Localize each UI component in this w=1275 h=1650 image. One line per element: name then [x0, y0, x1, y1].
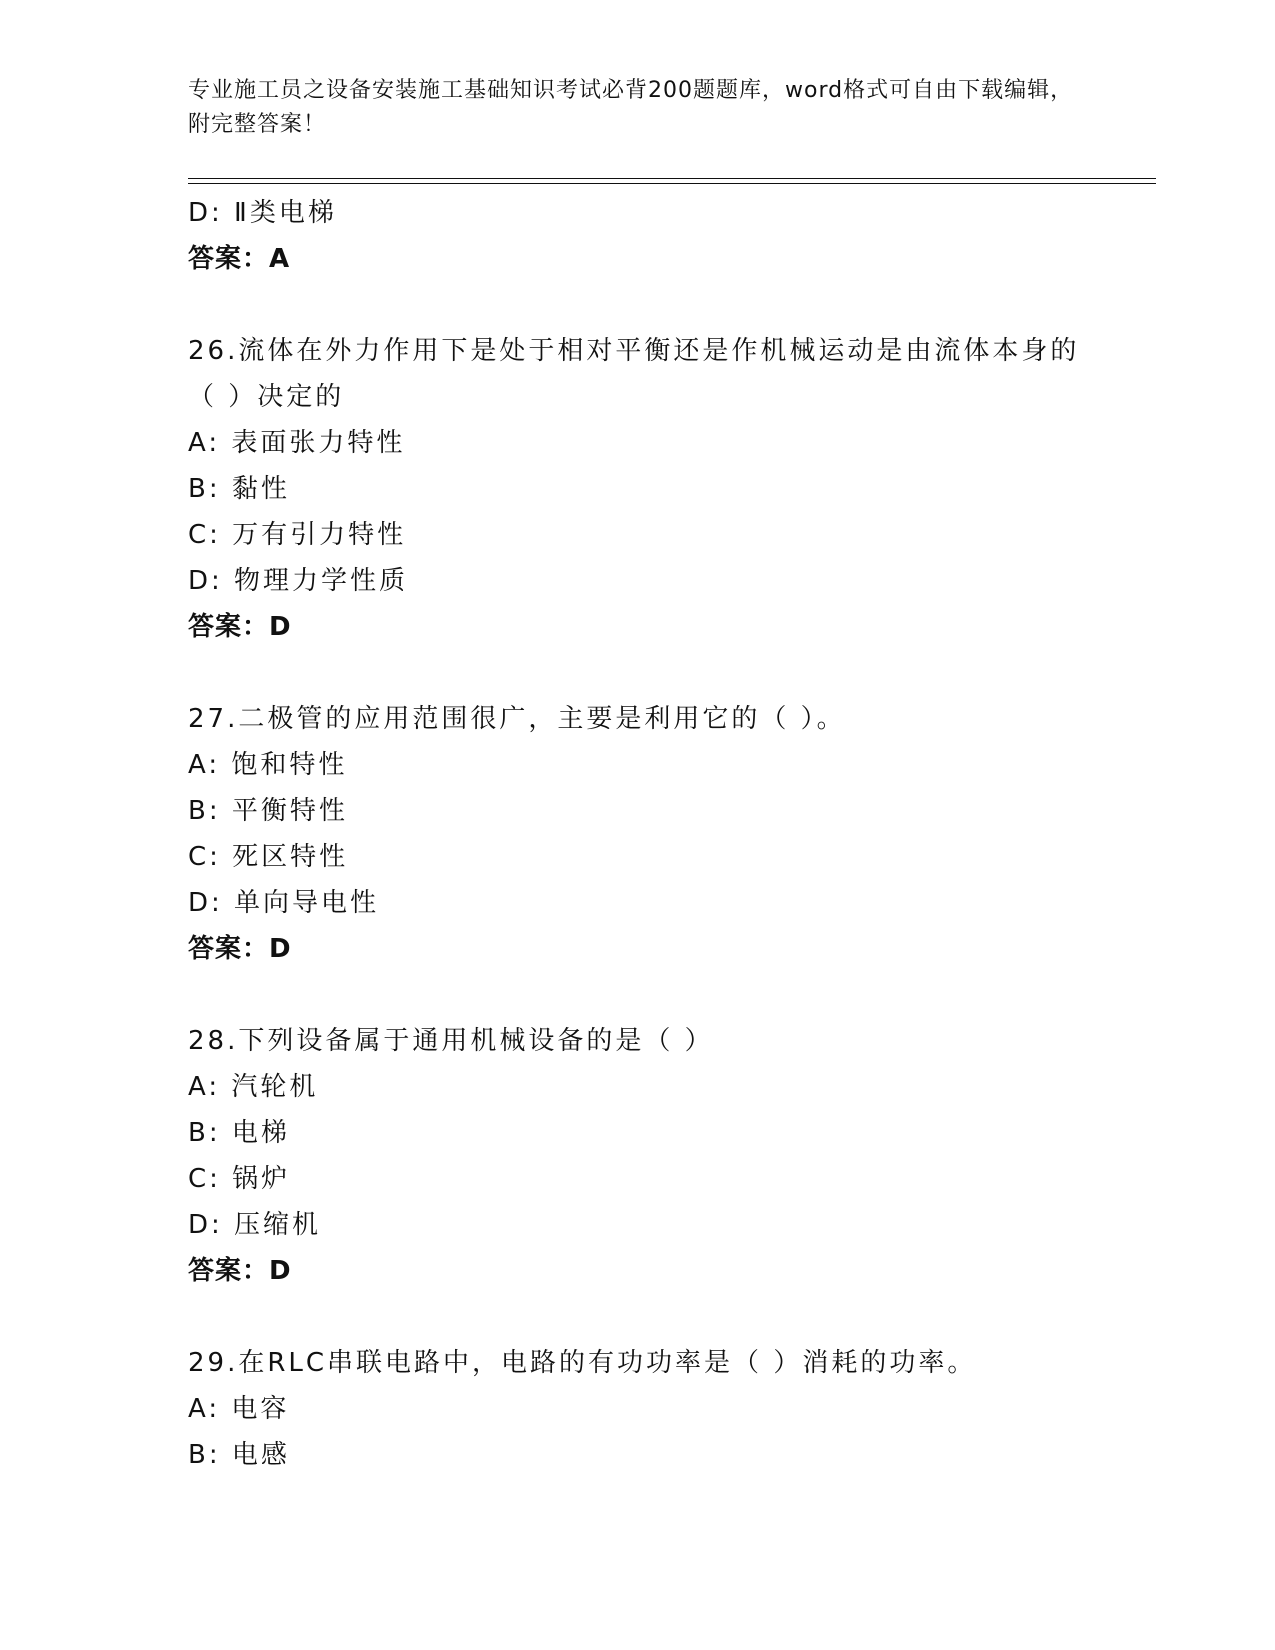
- spacer: [188, 282, 1156, 328]
- option-d: D: 单向导电性: [188, 888, 380, 918]
- option-d: D: 压缩机: [188, 1210, 322, 1240]
- option-d: D: Ⅱ类电梯: [188, 198, 337, 228]
- question-26: [188, 328, 1156, 650]
- option-b: B: 电感: [188, 1440, 290, 1470]
- document-title: 专业施工员之设备安装施工基础知识考试必背200题题库，word格式可自由下载编辑，附完整答案！: [188, 78, 1074, 137]
- answer-line: 答案：D: [188, 1256, 292, 1286]
- option-b: B: 平衡特性: [188, 796, 348, 826]
- question-text: 29.在RLC串联电路中，电路的有功功率是（ ）消耗的功率。: [188, 1348, 977, 1378]
- question-text-continued: （ ）决定的: [188, 382, 345, 412]
- question-list: [188, 190, 1156, 1478]
- spacer: [188, 972, 1156, 1018]
- option-c: C: 锅炉: [188, 1164, 291, 1194]
- header-divider-bottom: [188, 183, 1156, 184]
- spacer: [188, 1294, 1156, 1340]
- question-text: 26.流体在外力作用下是处于相对平衡还是作机械运动是由流体本身的: [188, 336, 1080, 366]
- previous-question-tail: [188, 190, 1156, 282]
- answer-line: 答案：D: [188, 934, 292, 964]
- option-a: A: 汽轮机: [188, 1072, 319, 1102]
- spacer: [188, 650, 1156, 696]
- option-c: C: 万有引力特性: [188, 520, 407, 550]
- option-d: D: 物理力学性质: [188, 566, 409, 596]
- option-b: B: 电梯: [188, 1118, 290, 1148]
- option-c: C: 死区特性: [188, 842, 349, 872]
- answer-line: 答案：A: [188, 244, 291, 274]
- option-a: A: 饱和特性: [188, 750, 348, 780]
- header-divider-top: [188, 178, 1156, 179]
- question-text: 28.下列设备属于通用机械设备的是（ ）: [188, 1026, 714, 1056]
- question-27: [188, 696, 1156, 972]
- option-a: A: 电容: [188, 1394, 290, 1424]
- question-text: 27.二极管的应用范围很广，主要是利用它的（ ）。: [188, 704, 846, 734]
- question-29: [188, 1340, 1156, 1478]
- option-a: A: 表面张力特性: [188, 428, 406, 458]
- option-b: B: 黏性: [188, 474, 290, 504]
- question-28: [188, 1018, 1156, 1294]
- document-header: [188, 74, 1088, 142]
- answer-line: 答案：D: [188, 612, 292, 642]
